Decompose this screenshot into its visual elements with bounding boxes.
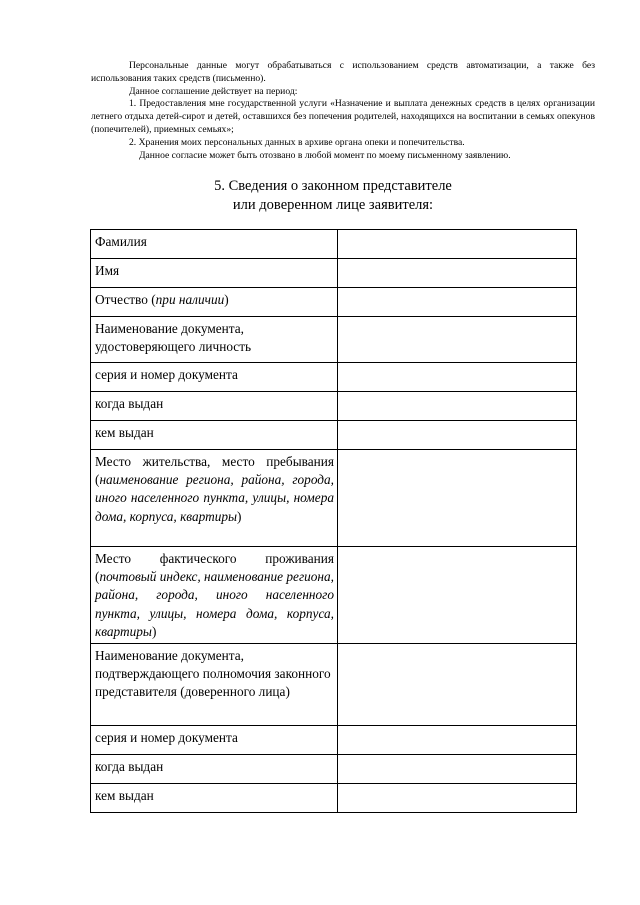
section-title [91, 177, 575, 215]
table-row [91, 259, 577, 288]
table-row [91, 230, 577, 259]
table-row [91, 363, 577, 392]
consent-paragraph-service: 1. Предоставления мне государственной услуги «Назначение и выплата денежных средств в целях организации летнего отдыха детей-сирот и детей, оставшихся без попечения родителей, находящихся на воспитании в семьях опекунов (попечителей), приемных семьях»; [91, 98, 595, 135]
table-row [91, 644, 577, 726]
authority-issued-date-label: когда выдан [91, 755, 338, 784]
authority-issued-by-field[interactable] [338, 784, 577, 813]
patronymic-field[interactable] [338, 288, 577, 317]
id-document-label: Наименование документа, удостоверяющего личность [91, 317, 338, 363]
consent-text [91, 60, 595, 162]
table-row [91, 450, 577, 547]
residence-label-text: Место жительства, место пребывания ( [95, 454, 334, 488]
surname-field[interactable] [338, 230, 577, 259]
consent-paragraph-revoke: Данное согласие может быть отозвано в любой момент по моему письменному заявлению. [139, 149, 511, 161]
patronymic-label-text: Отчество ( [95, 292, 156, 307]
actual-residence-field[interactable] [338, 547, 577, 644]
section-title-line-1: 5. Сведения о законном представителе [214, 178, 452, 194]
representative-info-table [90, 229, 577, 813]
table-row [91, 726, 577, 755]
actual-residence-label [91, 547, 338, 644]
authority-issued-date-field[interactable] [338, 755, 577, 784]
id-issued-by-label: кем выдан [91, 421, 338, 450]
actual-residence-label-close: ) [151, 623, 157, 639]
actual-residence-label-text: Место фактического проживания ( [95, 551, 334, 585]
surname-label: Фамилия [91, 230, 338, 259]
id-issued-by-field[interactable] [338, 421, 577, 450]
table-row [91, 421, 577, 450]
authority-issued-by-label: кем выдан [91, 784, 338, 813]
consent-paragraph-period: Данное соглашение действует на период: [129, 85, 298, 97]
name-label: Имя [91, 259, 338, 288]
residence-label-close: ) [237, 508, 242, 524]
name-field[interactable] [338, 259, 577, 288]
patronymic-label [91, 288, 338, 317]
id-series-field[interactable] [338, 363, 577, 392]
actual-residence-note: почтовый индекс, наименование региона, района, города, иного населенного пункта, улицы, номера дома, корпуса, квартиры [95, 569, 334, 639]
patronymic-label-close: ) [224, 292, 229, 307]
table-row [91, 755, 577, 784]
authority-document-field[interactable] [338, 644, 577, 726]
id-issued-date-label: когда выдан [91, 392, 338, 421]
table-row [91, 547, 577, 644]
residence-label [91, 450, 338, 547]
patronymic-note: при наличии [155, 292, 225, 307]
table-row [91, 317, 577, 363]
authority-series-label: серия и номер документа [91, 726, 338, 755]
authority-series-field[interactable] [338, 726, 577, 755]
id-document-field[interactable] [338, 317, 577, 363]
section-title-line-2: или доверенном лице заявителя: [232, 197, 434, 213]
table-row [91, 288, 577, 317]
consent-paragraph-archive: 2. Хранения моих персональных данных в архиве органа опеки и попечительства. [129, 136, 465, 148]
id-series-label: серия и номер документа [91, 363, 338, 392]
authority-document-label: Наименование документа, подтверждающего полномочия законного представителя (доверенного лица) [91, 644, 338, 726]
table-row [91, 392, 577, 421]
table-row [91, 784, 577, 813]
residence-note: наименование региона, района, города, иного населенного пункта, улицы, номера дома, корпуса, квартиры [95, 472, 334, 524]
id-issued-date-field[interactable] [338, 392, 577, 421]
residence-field[interactable] [338, 450, 577, 547]
consent-paragraph-automation: Персональные данные могут обрабатываться с использованием средств автоматизации, а также без использования таких средств (письменно). [91, 60, 595, 84]
